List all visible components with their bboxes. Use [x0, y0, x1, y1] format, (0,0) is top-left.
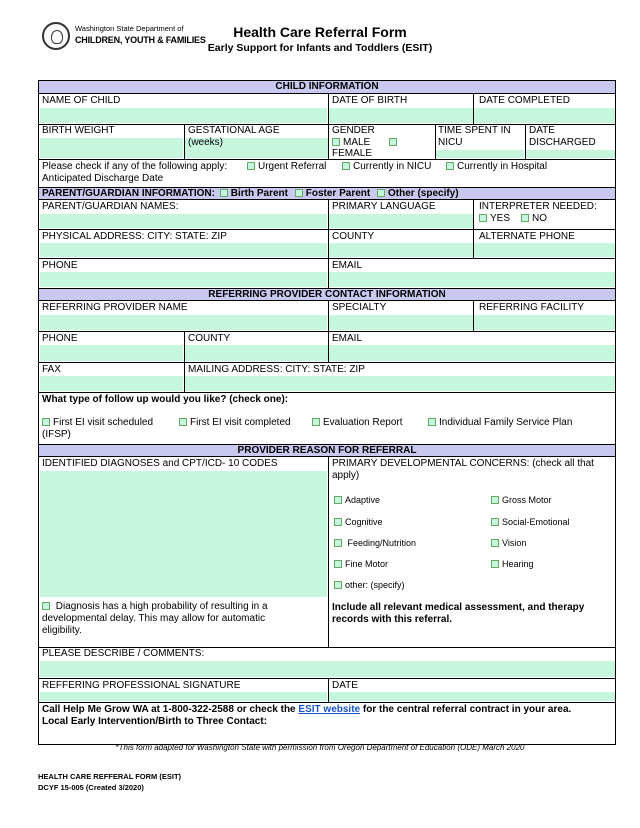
include-records-1: Include all relevant medical assessment, and therapy — [332, 602, 585, 613]
reason-header: PROVIDER REASON FOR REFERRAL — [39, 444, 615, 457]
ifsp-checkbox[interactable] — [428, 418, 436, 426]
footer-form-number: DCYF 15-005 (Created 3/2020) — [38, 783, 144, 792]
provider-phone-label: PHONE — [42, 333, 78, 344]
concern-fine-motor[interactable]: Fine Motor — [334, 558, 388, 570]
time-spent-label: TIME SPENT IN — [438, 125, 511, 136]
parent-email-label: EMAIL — [332, 260, 363, 271]
high-probability-checkbox[interactable] — [42, 602, 50, 610]
fine-motor-checkbox[interactable] — [334, 560, 342, 568]
followup-first-visit-scheduled[interactable]: First EI visit scheduled — [42, 417, 153, 429]
in-nicu-option[interactable]: Currently in NICU — [342, 161, 431, 173]
birth-parent-checkbox[interactable] — [220, 189, 228, 197]
diagnosis-note-2: developmental delay. This may allow for automatic — [42, 613, 266, 624]
first-visit-completed-checkbox[interactable] — [179, 418, 187, 426]
include-records-2: records with this referral. — [332, 614, 453, 625]
provider-name-field[interactable] — [40, 315, 327, 330]
female-checkbox[interactable] — [389, 138, 397, 146]
parent-county-field[interactable] — [329, 243, 473, 257]
concerns-label-1: PRIMARY DEVELOPMENTAL CONCERNS: (check all that — [332, 458, 594, 469]
describe-field[interactable] — [40, 661, 615, 677]
in-nicu-checkbox[interactable] — [342, 162, 350, 170]
mailing-address-label: MAILING ADDRESS: CITY: STATE: ZIP — [188, 364, 365, 375]
weeks-label: (weeks) — [188, 137, 224, 148]
evaluation-report-checkbox[interactable] — [312, 418, 320, 426]
gender-female-label: FEMALE — [332, 148, 373, 159]
form-title: Health Care Referral Form — [233, 24, 407, 40]
followup-question: What type of follow up would you like? (check one): — [42, 394, 289, 405]
footnote: *This form adapted for Washington State with permission from Oregon Department of Education (ODE) March 2020 — [115, 743, 525, 752]
adaptive-checkbox[interactable] — [334, 496, 342, 504]
date-discharged-field[interactable] — [526, 150, 615, 158]
logo-line-2: CHILDREN, YOUTH & FAMILIES — [75, 35, 206, 45]
other-parent-checkbox[interactable] — [377, 189, 385, 197]
concern-hearing[interactable]: Hearing — [491, 558, 534, 570]
followup-evaluation-report[interactable]: Evaluation Report — [312, 417, 403, 429]
provider-phone-field[interactable] — [40, 345, 183, 361]
concern-social-emotional[interactable]: Social-Emotional — [491, 516, 570, 528]
footer-form-name: HEALTH CARE REFFERAL FORM (ESIT) — [38, 772, 182, 781]
foster-parent-checkbox[interactable] — [295, 189, 303, 197]
signature-date-label: DATE — [332, 680, 358, 691]
cognitive-checkbox[interactable] — [334, 518, 342, 526]
concern-vision[interactable]: Vision — [491, 537, 526, 549]
date-completed-label: DATE COMPLETED — [479, 95, 570, 106]
child-info-header: CHILD INFORMATION — [39, 81, 615, 94]
gestational-age-label: GESTATIONAL AGE — [188, 125, 280, 136]
diagnoses-field[interactable] — [40, 471, 327, 597]
specialty-field[interactable] — [329, 315, 473, 330]
anticipated-discharge-label: Anticipated Discharge Date — [42, 173, 164, 184]
concern-adaptive[interactable]: Adaptive — [334, 494, 380, 506]
signature-field[interactable] — [40, 692, 327, 701]
provider-name-label: REFERRING PROVIDER NAME — [42, 302, 188, 313]
vision-checkbox[interactable] — [491, 539, 499, 547]
parent-county-label: COUNTY — [332, 231, 375, 242]
specialty-label: SPECIALTY — [332, 302, 387, 313]
urgent-referral-option[interactable]: Urgent Referral — [247, 161, 326, 173]
birth-weight-label: BIRTH WEIGHT — [42, 125, 115, 136]
referral-form — [38, 80, 616, 745]
urgent-referral-checkbox[interactable] — [247, 162, 255, 170]
interpreter-no-checkbox[interactable] — [521, 214, 529, 222]
name-of-child-label: NAME OF CHILD — [42, 95, 121, 106]
social-emotional-checkbox[interactable] — [491, 518, 499, 526]
birth-weight-field[interactable] — [40, 138, 183, 158]
gender-male-option[interactable]: MALE — [332, 137, 370, 149]
parent-phone-field[interactable] — [40, 272, 327, 287]
check-prompt: Please check if any of the following apply: — [42, 161, 228, 172]
provider-info-header: REFERRING PROVIDER CONTACT INFORMATION — [39, 288, 615, 301]
referring-facility-label: REFERRING FACILITY — [479, 302, 585, 313]
parent-names-label: PARENT/GUARDIAN NAMES: — [42, 201, 179, 212]
primary-language-field[interactable] — [329, 214, 473, 228]
other-concern-checkbox[interactable] — [334, 581, 342, 589]
time-in-nicu-field[interactable] — [436, 150, 524, 158]
parent-names-field[interactable] — [40, 214, 327, 228]
gender-label: GENDER — [332, 125, 375, 136]
referring-facility-field[interactable] — [474, 315, 615, 330]
concern-feeding[interactable]: Feeding/Nutrition — [334, 537, 416, 549]
date-completed-field[interactable] — [474, 108, 615, 123]
first-visit-scheduled-checkbox[interactable] — [42, 418, 50, 426]
nicu-label: NICU — [438, 137, 463, 148]
concern-gross-motor[interactable]: Gross Motor — [491, 494, 552, 506]
signature-label: REFFERING PROFESSIONAL SIGNATURE — [42, 680, 241, 691]
in-hospital-option[interactable]: Currently in Hospital — [446, 161, 547, 173]
alternate-phone-field[interactable] — [474, 243, 615, 257]
diagnosis-note-3: eligibility. — [42, 625, 82, 636]
provider-email-label: EMAIL — [332, 333, 363, 344]
primary-language-label: PRIMARY LANGUAGE — [332, 201, 436, 212]
diagnosis-note-1[interactable]: Diagnosis has a high probability of resulting in a — [42, 601, 268, 613]
help-me-grow-line: Call Help Me Grow WA at 1-800-322-2588 or check the ESIT website for the central referral contract in your area. — [42, 704, 572, 715]
interpreter-yes-checkbox[interactable] — [479, 214, 487, 222]
fax-label: FAX — [42, 364, 61, 375]
signature-date-field[interactable] — [329, 692, 615, 701]
in-hospital-checkbox[interactable] — [446, 162, 454, 170]
followup-first-visit-completed[interactable]: First EI visit completed — [179, 417, 291, 429]
local-contact-label: Local Early Intervention/Birth to Three Contact: — [42, 716, 268, 727]
fax-field[interactable] — [40, 376, 183, 391]
interpreter-yes-option[interactable]: YES — [479, 213, 510, 225]
date-of-birth-label: DATE OF BIRTH — [332, 95, 408, 106]
diagnoses-label: IDENTIFIED DIAGNOSES and CPT/ICD- 10 CODES — [42, 458, 278, 469]
physical-address-field[interactable] — [40, 243, 327, 257]
physical-address-label: PHYSICAL ADDRESS: CITY: STATE: ZIP — [42, 231, 227, 242]
interpreter-no-option[interactable]: NO — [521, 213, 547, 225]
describe-label: PLEASE DESCRIBE / COMMENTS: — [42, 648, 205, 659]
discharged-label: DISCHARGED — [529, 137, 596, 148]
date-of-birth-field[interactable] — [329, 108, 473, 123]
concern-other[interactable]: other: (specify) — [334, 579, 405, 591]
parent-info-header: PARENT/GUARDIAN INFORMATION: Birth Parent Foster Parent Other (specify) — [39, 187, 615, 200]
date-discharged-label: DATE — [529, 125, 555, 136]
alternate-phone-label: ALTERNATE PHONE — [479, 231, 575, 242]
mailing-address-field[interactable] — [185, 376, 615, 391]
name-of-child-field[interactable] — [40, 108, 327, 123]
form-subtitle: Early Support for Infants and Toddlers (ESIT) — [207, 42, 433, 54]
provider-county-field[interactable] — [185, 345, 328, 361]
concern-cognitive[interactable]: Cognitive — [334, 516, 383, 528]
parent-email-field[interactable] — [329, 272, 615, 287]
hearing-checkbox[interactable] — [491, 560, 499, 568]
parent-phone-label: PHONE — [42, 260, 78, 271]
provider-email-field[interactable] — [329, 345, 615, 361]
interpreter-needed-label: INTERPRETER NEEDED: — [479, 201, 597, 212]
ifsp-abbrev: (IFSP) — [42, 429, 71, 440]
male-checkbox[interactable] — [332, 138, 340, 146]
feeding-checkbox[interactable] — [334, 539, 342, 547]
esit-website-link[interactable]: ESIT website — [298, 704, 361, 715]
concerns-label-2: apply) — [332, 470, 360, 481]
gross-motor-checkbox[interactable] — [491, 496, 499, 504]
provider-county-label: COUNTY — [188, 333, 231, 344]
followup-ifsp[interactable]: Individual Family Service Plan — [428, 417, 572, 429]
logo-line-1: Washington State Department of — [75, 24, 184, 33]
